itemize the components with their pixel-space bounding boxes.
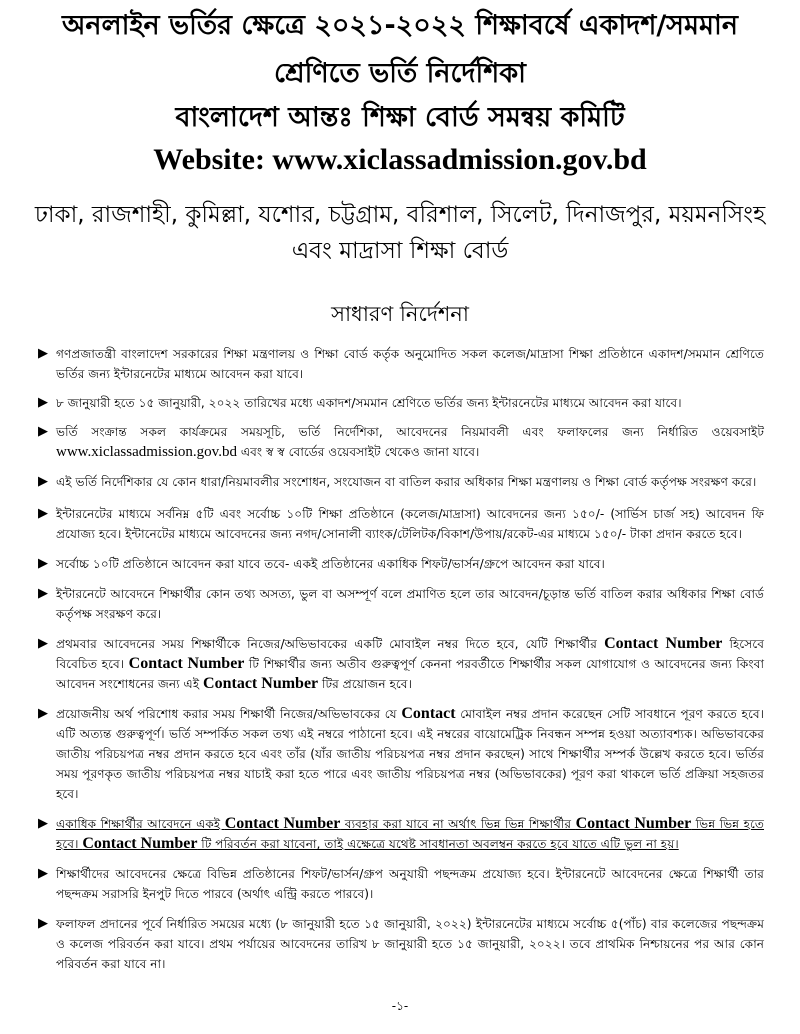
committee-title: বাংলাদেশ আন্তঃ শিক্ষা বোর্ড সমন্বয় কমিটি <box>175 102 625 133</box>
item-text: ইন্টারনেটের মাধ্যমে সর্বনিম্ন ৫টি এবং সর্বোচ্চ ১০টি শিক্ষা প্রতিষ্ঠানে (কলেজ/মাদ্রাসা) আবেদনের জন্য ১৫০/- (সার্ভিস চার্জ সহ) আবেদন ফি প্রযোজ্য হবে। ইন্টানেটের মাধ্যমে আবেদনের জন্য নগদ/সোনালী ব্যাংক/টেলিটক/বিকাশ/উপায়/রকেট-এর মাধ্যমে ১৫০/- টাকা প্রদান করতে হবে। <box>56 507 764 541</box>
boards-line-2: এবং মাদ্রাসা শিক্ষা বোর্ড <box>291 238 509 264</box>
website-link[interactable]: www.xiclassadmission.gov.bd <box>56 444 237 460</box>
bullet-icon: ▶ <box>38 866 48 881</box>
boards-line-1: ঢাকা, রাজশাহী, কুমিল্লা, যশোর, চট্টগ্রাম, বরিশাল, সিলেট, দিনাজপুর, ময়মনসিংহ <box>34 202 766 228</box>
item-text: মোবাইল নম্বর প্রদান করেছেন সেটি সাবধানে পূরণ করতে হবে। এটি অত্যন্ত গুরুত্বপূর্ণ। ভর্তি সম্পর্কিত সকল তথ্য এই নম্বরে পাঠানো হবে। এই নম্বরের বায়োমেট্রিক নিবন্ধন সম্পন্ন হওয়া অত্যাবশ্যক। অভিভাবকের জাতীয় পরিচয়পত্র নম্বর প্রদান করতে হবে এবং তাঁর (যাঁর জাতীয় পরিচয়পত্র নম্বর প্রদান করছেন) সাথে শিক্ষার্থীর সম্পর্ক উল্লেখ করতে হবে। ভর্তির সময় পূরণকৃত জাতীয় পরিচয়পত্র নম্বর যাচাই করা হতে পারে এবং জাতীয় পরিচয়পত্র নম্বর (অভিভাবকের) পূরণ করা থাকলে ভর্তি প্রক্রিয়া সহজতর হবে। <box>56 707 764 801</box>
bullet-icon: ▶ <box>38 556 48 571</box>
bullet-icon: ▶ <box>38 474 48 489</box>
list-item <box>36 393 764 413</box>
bullet-icon: ▶ <box>38 706 48 721</box>
list-item <box>36 344 764 384</box>
item-text: সর্বোচ্চ ১০টি প্রতিষ্ঠানে আবেদন করা যাবে তবে- একই প্রতিষ্ঠানের একাধিক শিফট/ভার্সন/গ্রুপে আবেদন করা যাবে। <box>56 557 605 571</box>
contact-number-term: Contact Number <box>82 835 198 852</box>
website-line: Website: www.xiclassadmission.gov.bd <box>153 143 647 176</box>
contact-number-term: Contact Number <box>203 675 319 692</box>
contact-number-term: Contact Number <box>604 635 723 652</box>
list-item <box>36 814 764 854</box>
item-text: হিসেবে বিবেচিত হবে। <box>56 637 765 671</box>
page-number: -১- <box>391 999 409 1013</box>
item-text: টি পরিবর্তন করা যাবেনা, তাই এক্ষেত্রে যথেষ্ট সাবধানতা অবলম্বন করতে হবে যাতে এটি ভুল না হয়। <box>197 837 679 851</box>
item-text: একাধিক শিক্ষার্থীর আবেদনে একই <box>56 817 225 831</box>
list-item <box>36 584 764 624</box>
instruction-list <box>36 344 764 974</box>
list-item <box>36 634 764 694</box>
list-item <box>36 472 764 492</box>
list-item <box>36 704 764 804</box>
item-text: টি শিক্ষার্থীর জন্য অতীব গুরুত্বপূর্ণ কেননা পরবর্তীতে শিক্ষার্থীর সকল যোগাযোগ ও আবেদনের জন্য কিংবা আবেদন সংশোধনের জন্য এই <box>56 657 764 691</box>
title-line-1: অনলাইন ভর্তির ক্ষেত্রে ২০২১-২০২২ শিক্ষাবর্ষে একাদশ/সমমান <box>62 10 738 41</box>
item-text: ৮ জানুয়ারী হতে ১৫ জানুয়ারী, ২০২২ তারিখের মধ্যে একাদশ/সমমান শ্রেণিতে ভর্তির জন্য ইন্টারনেটের মাধ্যমে আবেদন করা যাবে। <box>56 396 682 410</box>
list-item <box>36 914 764 974</box>
item-text: প্রথমবার আবেদনের সময় শিক্ষার্থীকে নিজের/অভিভাবকের একটি মোবাইল নম্বর দিতে হবে, যেটি শিক্ষার্থীর <box>56 637 605 651</box>
item-text: ইন্টারনেটে আবেদনে শিক্ষার্থীর কোন তথ্য অসত্য, ভুল বা অসম্পূর্ণ বলে প্রমাণিত হলে তার আবেদন/চূড়ান্ত ভর্তি বাতিল করার অধিকার শিক্ষা বোর্ড কর্তৃপক্ষ সংরক্ষণ করে। <box>56 587 764 621</box>
list-item <box>36 864 764 904</box>
title-line-2: শ্রেণিতে ভর্তি নির্দেশিকা <box>274 58 526 89</box>
item-text: ব্যবহার করা যাবে না অর্থাৎ ভিন্ন ভিন্ন শিক্ষার্থীর <box>340 817 576 831</box>
contact-number-term: Contact Number <box>128 655 245 672</box>
item-text: ভর্তি সংক্রান্ত সকল কার্যক্রমের সময়সূচি, ভর্তি নির্দেশিকা, আবেদনের নিয়মাবলী এবং ফলাফলের জন্য নির্ধারিত ওয়েবসাইট <box>56 425 764 439</box>
contact-term: Contact <box>401 705 456 722</box>
item-text: শিক্ষার্থীদের আবেদনের ক্ষেত্রে বিভিন্ন প্রতিষ্ঠানের শিফট/ভার্সন/গ্রুপ অনুযায়ী পছন্দক্রম প্রযোজ্য হবে। ইন্টারনেটে আবেদনের ক্ষেত্রে শিক্ষার্থী তার পছন্দক্রম সরাসরি ইনপুট দিতে পারবে (অর্থাৎ এন্ট্রি করতে পারবে)। <box>56 867 764 901</box>
section-title: সাধারণ নির্দেশনা <box>331 302 469 326</box>
list-item <box>36 422 764 462</box>
bullet-icon: ▶ <box>38 346 48 361</box>
item-text: এই ভর্তি নির্দেশিকার যে কোন ধারা/নিয়মাবলীর সংশোধন, সংযোজন বা বাতিল করার অধিকার শিক্ষা মন্ত্রণালয় ও শিক্ষা বোর্ড কর্তৃপক্ষ সংরক্ষণ করে। <box>56 475 757 489</box>
contact-number-term: Contact Number <box>575 815 692 832</box>
list-item <box>36 504 764 544</box>
bullet-icon: ▶ <box>38 395 48 410</box>
item-text: ভিন্ন ভিন্ন হতে হবে। <box>56 817 765 851</box>
bullet-icon: ▶ <box>38 586 48 601</box>
bullet-icon: ▶ <box>38 424 48 439</box>
contact-number-term: Contact Number <box>224 815 341 832</box>
item-text: গণপ্রজাতন্ত্রী বাংলাদেশ সরকারের শিক্ষা মন্ত্রণালয় ও শিক্ষা বোর্ড কর্তৃক অনুমোদিত সকল কলেজ/মাদ্রাসা শিক্ষা প্রতিষ্ঠানে একাদশ/সমমান শ্রেণিতে ভর্তির জন্য ইন্টারনেটের মাধ্যমে আবেদন করা যাবে। <box>56 347 764 381</box>
item-text: টির প্রয়োজন হবে। <box>318 677 412 691</box>
item-text: ফলাফল প্রদানের পূর্বে নির্ধারিত সময়ের মধ্যে (৮ জানুয়ারী হতে ১৫ জানুয়ারী, ২০২২) ইন্টারনেটের মাধ্যমে সর্বোচ্চ ৫(পাঁচ) বার কলেজের পছন্দক্রম ও কলেজ পরিবর্তন করা যাবে। প্রথম পর্যায়ের আবেদনের তারিখ ৮ জানুয়ারী হতে ১৫ জানুয়ারী, ২০২২। তবে প্রাথমিক নিশ্চায়নের পর আর কোন পরিবর্তন করা যাবে না। <box>56 917 764 971</box>
bullet-icon: ▶ <box>38 506 48 521</box>
bullet-icon: ▶ <box>38 916 48 931</box>
bullet-icon: ▶ <box>38 636 48 651</box>
bullet-icon: ▶ <box>38 816 48 831</box>
list-item <box>36 554 764 574</box>
item-text: প্রয়োজনীয় অর্থ পরিশোধ করার সময় শিক্ষার্থী নিজের/অভিভাবকের যে <box>56 707 402 721</box>
item-text: এবং স্ব স্ব বোর্ডের ওয়েবসাইট থেকেও জানা যাবে। <box>236 445 480 459</box>
